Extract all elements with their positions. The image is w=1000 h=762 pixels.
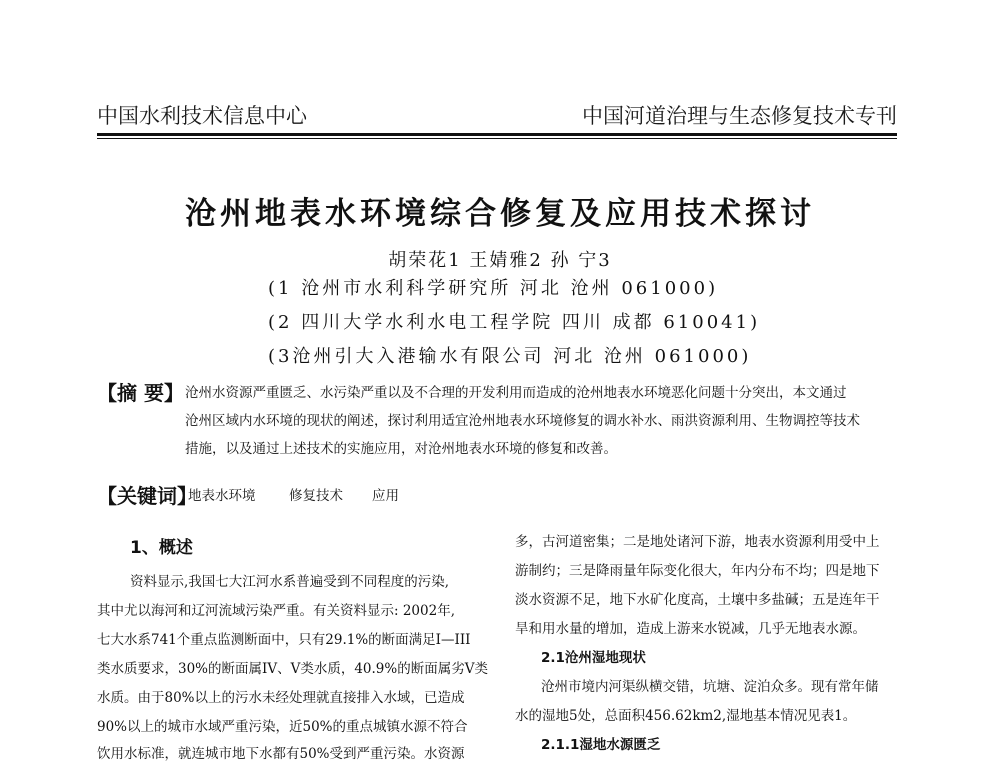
body-line: 游制约；三是降雨量年际变化很大，年内分布不均；四是地下 [515,563,880,579]
header-rule-thin [97,138,897,139]
body-line: 其中尤以海河和辽河流域污染严重。有关资料显示: 2002年, [97,603,455,619]
body-line: 沧州市境内河渠纵横交错，坑塘、淀泊众多。现有常年储 [541,679,879,695]
abstract-line: 措施，以及通过上述技术的实施应用，对沧州地表水环境的修复和改善。 [185,441,617,457]
header-rule-thick [97,133,897,136]
body-line: 多，古河道密集；二是地处诸河下游，地表水资源利用受中上 [515,534,880,550]
abstract-label: 【摘 要】 [97,381,184,405]
abstract-line: 沧州区域内水环境的现状的阐述，探讨利用适宜沧州地表水环境修复的调水补水、雨洪资源利用、生物调控等技术 [185,413,860,429]
body-line: 90%以上的城市水域严重污染，近50%的重点城镇水源不符合 [97,719,468,735]
abstract-line: 沧州水资源严重匮乏、水污染严重以及不合理的开发利用而造成的沧州地表水环境恶化问题十分突出，本文通过 [185,385,847,401]
body-line: 旱和用水量的增加，造成上游来水锐减，几乎无地表水源。 [515,621,866,637]
body-line: 资料显示,我国七大江河水系普遍受到不同程度的污染, [130,574,450,590]
body-line: 淡水资源不足，地下水矿化度高，土壤中多盐碱；五是连年干 [515,592,880,608]
body-line: 饮用水标准，就连城市地下水都有50%受到严重污染。水资源 [97,746,465,762]
keywords-label: 【关键词】 [97,484,197,508]
keyword: 修复技术 [289,488,343,504]
body-line: 水的湿地5处，总面积456.62km2,湿地基本情况见表1。 [515,708,857,724]
subsection-heading: 2.1.1湿地水源匮乏 [541,737,661,753]
body-line: 七大水系741个重点监测断面中，只有29.1%的断面满足I—III [97,632,471,648]
author-list: 胡荣花1 王婧雅2 孙 宁3 [388,250,612,271]
keyword: 地表水环境 [188,488,256,504]
affiliation-3: (3沧州引大入港输水有限公司 河北 沧州 061000) [268,346,752,367]
affiliation-1: (1 沧州市水利科学研究所 河北 沧州 061000) [268,278,719,299]
affiliation-2: (2 四川大学水利水电工程学院 四川 成都 610041) [268,312,761,333]
body-line: 类水质要求，30%的断面属IV、V类水质，40.9%的断面属劣V类 [97,661,488,677]
paper-title: 沧州地表水环境综合修复及应用技术探讨 [185,196,815,232]
journal-header-left: 中国水利技术信息中心 [97,104,307,128]
section-heading: 1、概述 [130,538,193,558]
journal-header-right: 中国河道治理与生态修复技术专刊 [582,104,897,128]
body-line: 水质。由于80%以上的污水未经处理就直接排入水域，已造成 [97,690,465,706]
subsection-heading: 2.1沧州湿地现状 [541,650,646,666]
keyword: 应用 [372,488,399,504]
